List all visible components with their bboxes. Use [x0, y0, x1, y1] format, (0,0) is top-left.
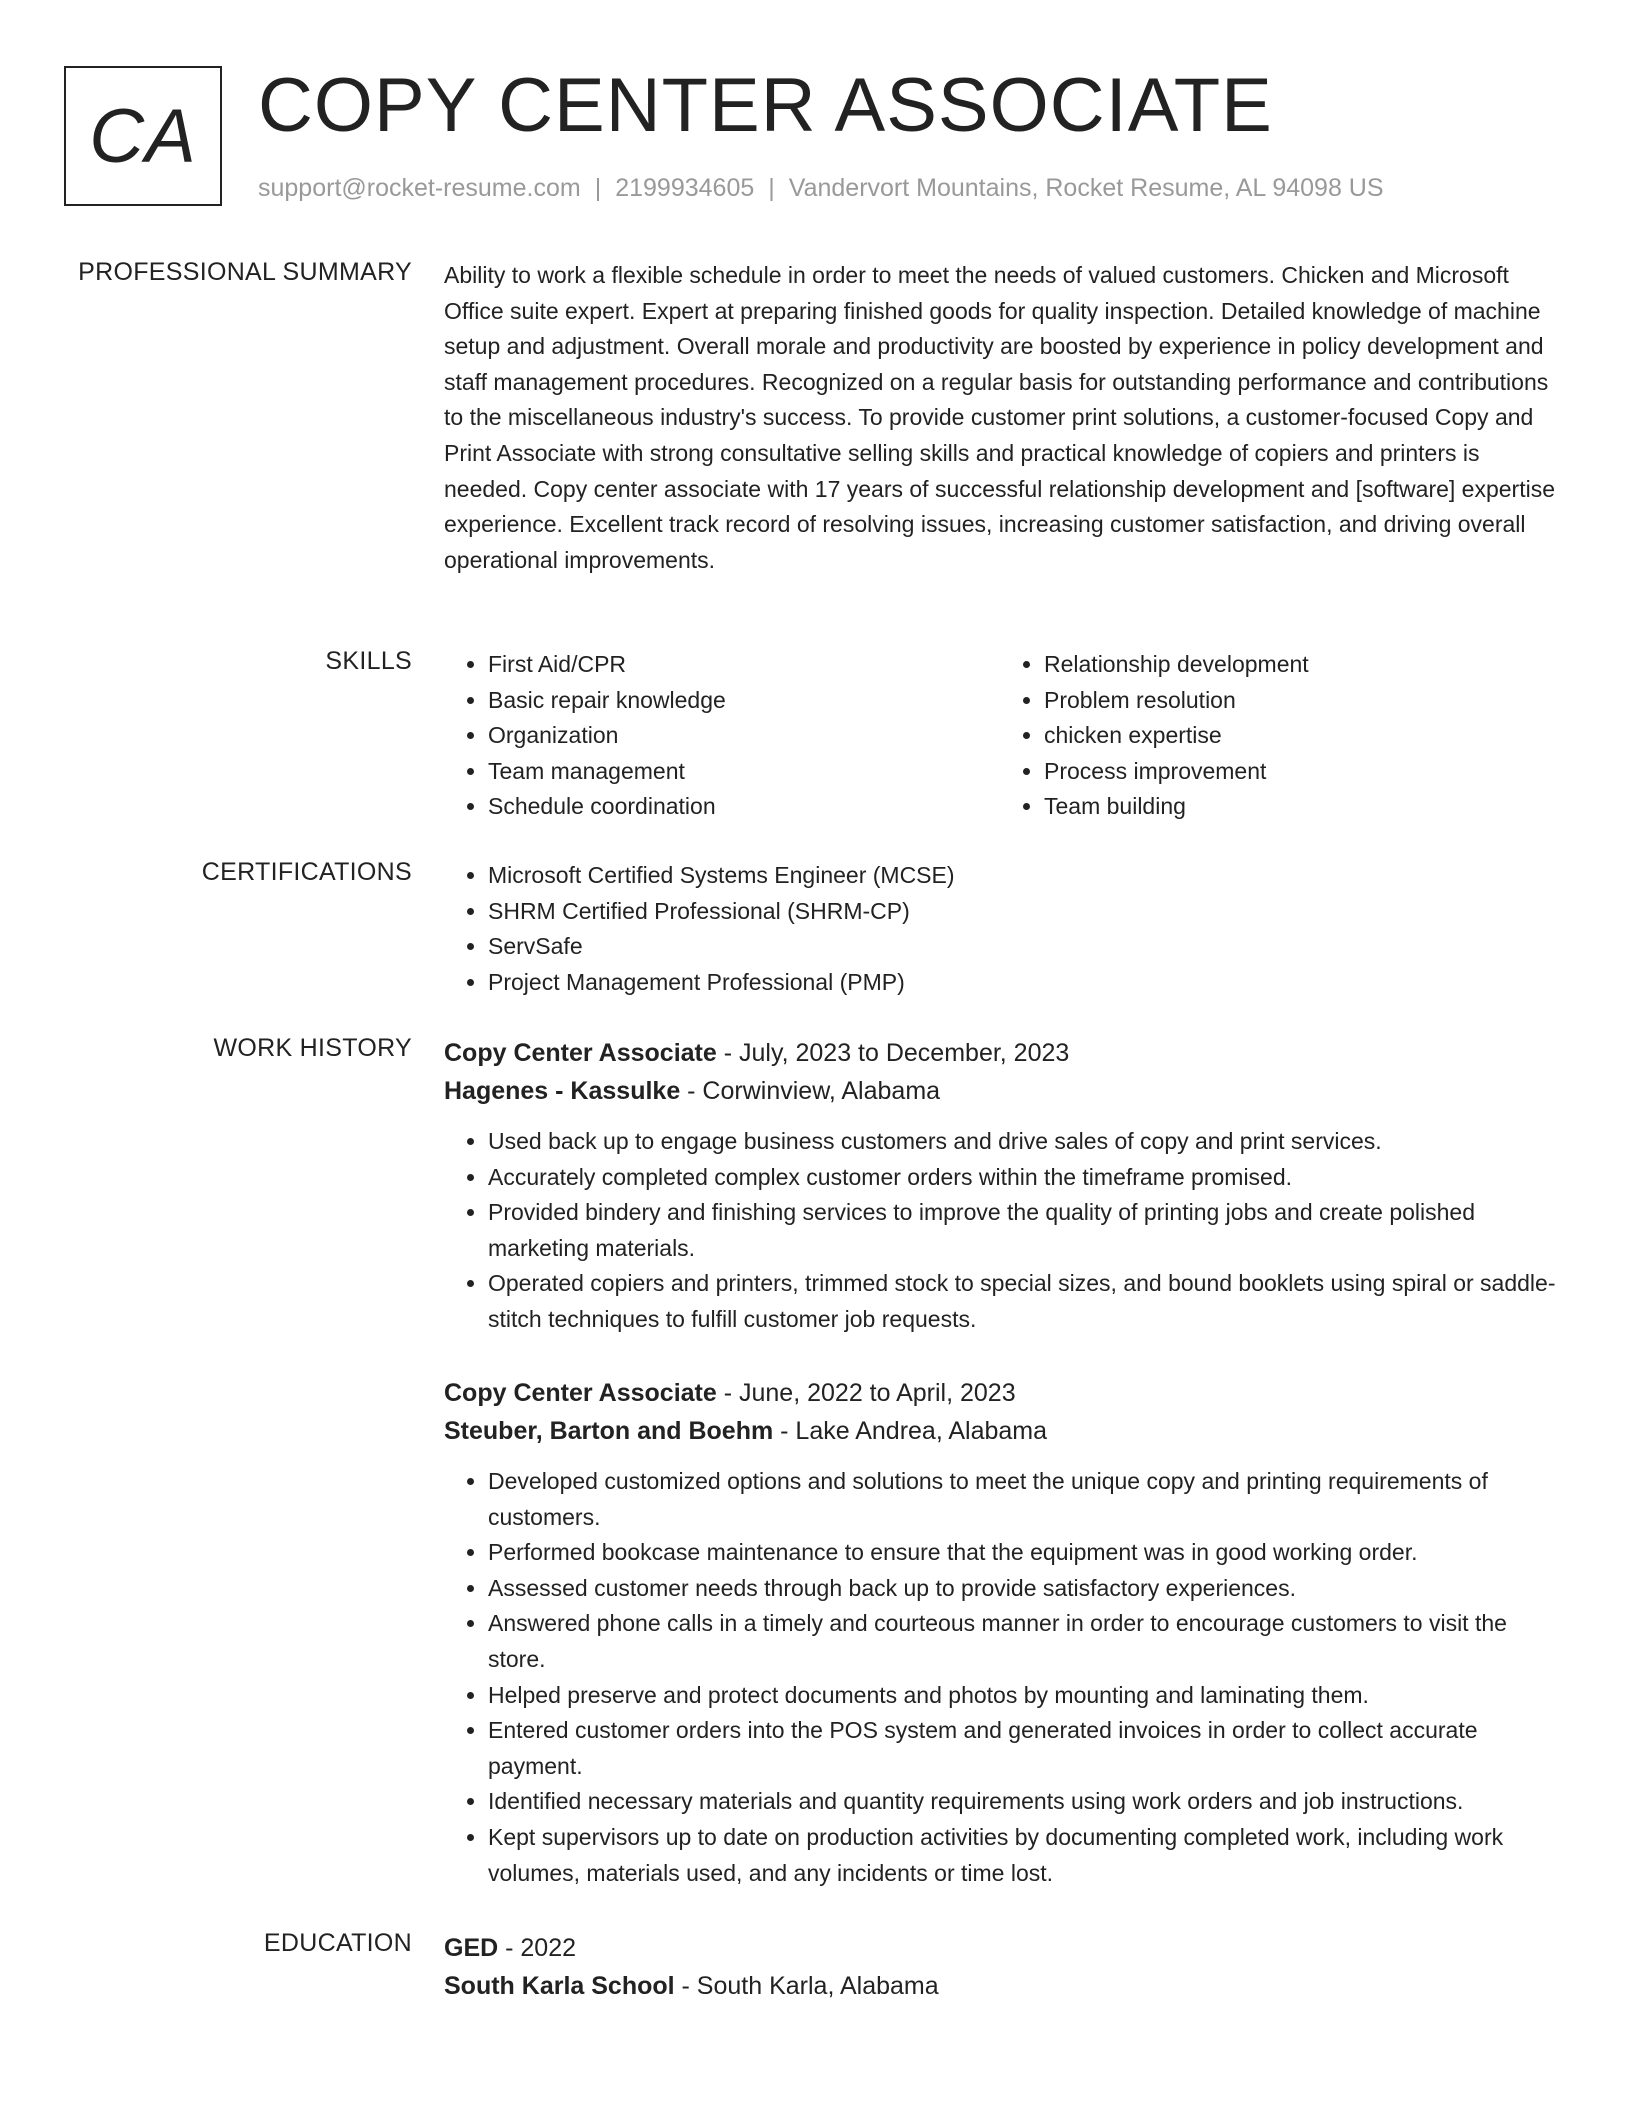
- job-duty: • Performed bookcase maintenance to ensure that the equipment was in good working order.: [488, 1535, 1556, 1571]
- job-duty: • Accurately completed complex customer orders within the timeframe promised.: [488, 1160, 1556, 1196]
- monogram-badge: CA: [64, 66, 222, 206]
- skills-list: [444, 647, 1556, 825]
- contact-separator: |: [594, 174, 602, 202]
- resume-title: COPY CENTER ASSOCIATE: [258, 63, 1273, 148]
- skill-item: • chicken expertise: [1044, 718, 1556, 754]
- job-duty: • Developed customized options and solutions to meet the unique copy and printing requirements of customers.: [488, 1464, 1556, 1535]
- skills-column-right: [1000, 647, 1556, 825]
- job-title: Copy Center Associate: [444, 1039, 717, 1067]
- job-duty: • Helped preserve and protect documents and photos by mounting and laminating them.: [488, 1678, 1556, 1714]
- job-duty: • Operated copiers and printers, trimmed stock to special sizes, and bound booklets using spiral or saddle-stitch techniques to fulfill customer job requests.: [488, 1266, 1556, 1337]
- skill-item: • Process improvement: [1044, 754, 1556, 790]
- job-title: Copy Center Associate: [444, 1379, 717, 1407]
- section-label-education: EDUCATION: [263, 1929, 412, 1957]
- certification-item: • Microsoft Certified Systems Engineer (MCSE): [488, 858, 1556, 894]
- job-company-line: [444, 1072, 1556, 1110]
- job-duty: • Kept supervisors up to date on production activities by documenting completed work, including work volumes, materials used, and any incidents or time lost.: [488, 1820, 1556, 1891]
- section-label-skills: SKILLS: [325, 647, 412, 675]
- skill-item: • Schedule coordination: [488, 789, 1000, 825]
- work-history-list-continued: [444, 1374, 1556, 1891]
- certifications-list: [444, 858, 1556, 1000]
- job-duties: [444, 1464, 1556, 1891]
- certification-item: • SHRM Certified Professional (SHRM-CP): [488, 894, 1556, 930]
- education-degree: GED: [444, 1934, 499, 1962]
- education-degree-line: [444, 1929, 1556, 1967]
- section-label-work-history: WORK HISTORY: [213, 1034, 412, 1062]
- job-duty: • Used back up to engage business customers and drive sales of copy and print services.: [488, 1124, 1556, 1160]
- contact-phone: 2199934605: [615, 174, 755, 202]
- contact-address: Vandervort Mountains, Rocket Resume, AL 94098 US: [788, 174, 1384, 202]
- job-duty: • Identified necessary materials and quantity requirements using work orders and job instructions.: [488, 1784, 1556, 1820]
- contact-separator: |: [768, 174, 775, 202]
- job-location: - Corwinview, Alabama: [680, 1077, 941, 1105]
- work-history-list: [444, 1034, 1556, 1338]
- job-duty: • Assessed customer needs through back up to provide satisfactory experiences.: [488, 1571, 1556, 1607]
- job-title-line: [444, 1034, 1556, 1072]
- education-entry: [444, 1929, 1556, 2005]
- education-school: South Karla School: [444, 1972, 675, 2000]
- skills-column-left: [444, 647, 1000, 825]
- job-duty: • Answered phone calls in a timely and courteous manner in order to encourage customers to visit the store.: [488, 1606, 1556, 1677]
- contact-line: [258, 174, 1384, 203]
- skill-item: • Team building: [1044, 789, 1556, 825]
- job-company-line: [444, 1412, 1556, 1450]
- contact-email: support@rocket-resume.com: [258, 174, 581, 202]
- certification-item: • Project Management Professional (PMP): [488, 965, 1556, 1001]
- job-duties: [444, 1124, 1556, 1338]
- certification-item: • ServSafe: [488, 929, 1556, 965]
- skill-item: • Problem resolution: [1044, 683, 1556, 719]
- section-label-certifications: CERTIFICATIONS: [201, 858, 412, 886]
- summary-text: Ability to work a flexible schedule in order to meet the needs of valued customers. Chicken and Microsoft Office suite expert. Expert at preparing finished goods for quality inspection. Detailed knowledge of machine setup and adjustment. Overall morale and productivity are boosted by experience in policy development and staff management procedures. Recognized on a regular basis for outstanding performance and contributions to the miscellaneous industry's success. To provide customer print solutions, a customer-focused Copy and Print Associate with strong consultative selling skills and practical knowledge of copiers and printers is needed. Copy center associate with 17 years of successful relationship development and [software] expertise experience. Excellent track record of resolving issues, increasing customer satisfaction, and driving overall operational improvements.: [444, 262, 1556, 573]
- skill-item: • Organization: [488, 718, 1000, 754]
- education-year: - 2022: [498, 1934, 577, 1962]
- job-duty: • Entered customer orders into the POS system and generated invoices in order to collect accurate payment.: [488, 1713, 1556, 1784]
- job-entry: [444, 1034, 1556, 1338]
- job-title-line: [444, 1374, 1556, 1412]
- skill-item: • First Aid/CPR: [488, 647, 1000, 683]
- job-company: Steuber, Barton and Boehm: [444, 1417, 774, 1445]
- job-entry: [444, 1374, 1556, 1891]
- job-location: - Lake Andrea, Alabama: [773, 1417, 1048, 1445]
- section-label-summary: PROFESSIONAL SUMMARY: [78, 258, 412, 286]
- job-dates: - July, 2023 to December, 2023: [716, 1039, 1070, 1067]
- education-school-line: [444, 1967, 1556, 2005]
- job-duty: • Provided bindery and finishing services to improve the quality of printing jobs and create polished marketing materials.: [488, 1195, 1556, 1266]
- education-location: - South Karla, Alabama: [674, 1972, 939, 2000]
- job-dates: - June, 2022 to April, 2023: [716, 1379, 1016, 1407]
- skill-item: • Team management: [488, 754, 1000, 790]
- resume-header: [64, 63, 1564, 216]
- skill-item: • Basic repair knowledge: [488, 683, 1000, 719]
- skill-item: • Relationship development: [1044, 647, 1556, 683]
- job-company: Hagenes - Kassulke: [444, 1077, 681, 1105]
